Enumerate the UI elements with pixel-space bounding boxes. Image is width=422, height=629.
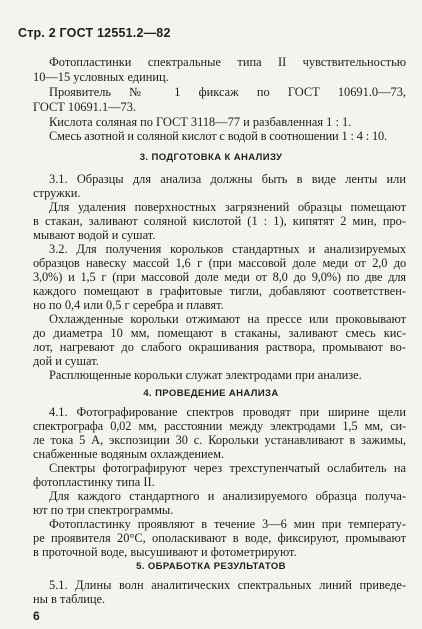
text-line: дой и сушат.: [33, 354, 99, 368]
text-line: 4.1. Фотографирование спектров проводят при ширине щели: [49, 405, 406, 419]
text-line: 3.2. Для получения корольков стандартных и анализируемых: [49, 242, 406, 256]
text-line: Спектры фотографируют через трехступенчатый ослабитель на: [49, 461, 406, 475]
text-line: ны в таблице.: [33, 592, 106, 606]
text-line: лот, нагревают до слабого окрашивания раствора, промывают во-: [33, 340, 406, 354]
text-line: каждого помещают в графитовые тигли, добавляют соответствен-: [33, 284, 406, 298]
text-line: спектрографа 0,02 мм, расстоянии между электродами 1,5 мм, си-: [33, 419, 406, 433]
text-line: ют по три спектрограммы.: [33, 503, 174, 517]
text-line: до диаметра 10 мм, помещают в стаканы, заливают смесь кис-: [33, 326, 406, 340]
text-line: Смесь азотной и соляной кислот с водой в соотношении 1 : 4 : 10.: [49, 129, 387, 143]
text-line: Фотопластинки спектральные типа II чувствительностью: [49, 55, 406, 69]
text-line: фотопластинку типа II.: [33, 475, 155, 489]
text-line: в стакан, заливают соляной кислотой (1 : 1), кипятят 2 мин, про-: [33, 214, 406, 228]
text-line: 5.1. Длины волн аналитических спектральных линий приведе-: [49, 578, 406, 592]
page-number: 6: [33, 609, 40, 623]
text-line: стружки.: [33, 186, 81, 200]
section-heading: 5. ОБРАБОТКА РЕЗУЛЬТАТОВ: [136, 561, 286, 572]
text-line: ле тока 5 А, экспозиции 30 с. Корольки устанавливают в зажимы,: [33, 433, 406, 447]
section-heading: 4. ПРОВЕДЕНИЕ АНАЛИЗА: [143, 388, 279, 399]
text-line: в проточной воде, высушивают и фотометрируют.: [33, 545, 297, 559]
text-line: Фотопластинку проявляют в течение 3—6 мин при температу-: [49, 517, 406, 531]
text-line: мывают водой и сушат.: [33, 228, 156, 242]
text-line: Охлажденные корольки отжимают на прессе или проковывают: [49, 312, 406, 326]
text-line: ГОСТ 10691.1—73.: [33, 100, 137, 114]
text-line: Расплющенные корольки служат электродами при анализе.: [49, 368, 362, 382]
text-line: но по 0,4 или 0,5 г серебра и плавят.: [33, 298, 224, 312]
page-header: Стр. 2 ГОСТ 12551.2—82: [18, 26, 171, 40]
text-line: ре проявителя 20°С, ополаскивают в воде, фиксируют, промывают: [33, 531, 406, 545]
text-line: Кислота соляная по ГОСТ 3118—77 и разбавленная 1 : 1.: [49, 115, 352, 129]
text-line: Для удаления поверхностных загрязнений образцы помещают: [49, 200, 406, 214]
text-line: образцов навеску массой 1,6 г (при массовой доле меди от 2,0 до: [33, 256, 406, 270]
text-line: снабженные водяным охлаждением.: [33, 447, 225, 461]
text-line: Проявитель № 1 фиксаж по ГОСТ 10691.0—73,: [49, 85, 406, 99]
section-heading: 3. ПОДГОТОВКА К АНАЛИЗУ: [139, 152, 283, 163]
text-line: 3.1. Образцы для анализа должны быть в виде ленты или: [49, 172, 406, 186]
text-line: 10—15 условных единиц.: [33, 70, 169, 84]
text-line: 3,0%) и 1,5 г (при массовой доле меди от 8,0 до 9,0%) по две для: [33, 270, 406, 284]
text-line: Для каждого стандартного и анализируемого образца получа-: [49, 489, 406, 503]
